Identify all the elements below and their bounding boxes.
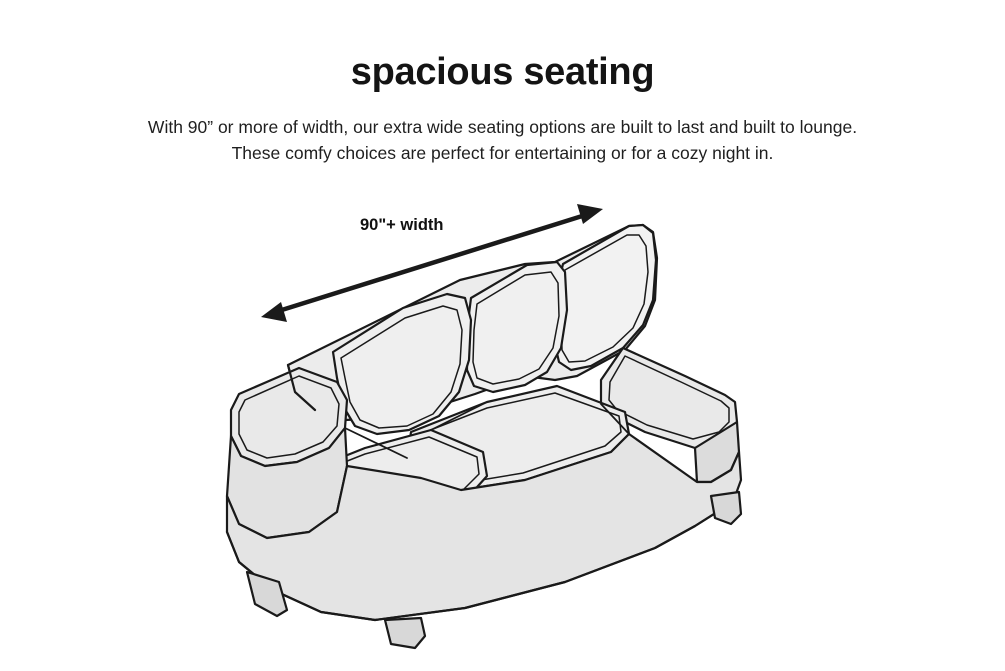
arrow-head-right-icon: [577, 204, 603, 224]
page-title: spacious seating: [350, 51, 655, 93]
dimension-label: 90"+ width: [360, 216, 444, 234]
subcopy-line-2: These comfy choices are perfect for entertaining or for a cozy night in.: [231, 143, 774, 164]
leg-front-right: [385, 618, 425, 648]
sofa-line-drawing-svg: [225, 180, 785, 650]
back-cushion-left: [333, 294, 471, 434]
leg-back-right: [711, 492, 741, 524]
subcopy-line-1: With 90” or more of width, our extra wide seating options are built to last and built to lounge.: [147, 117, 858, 137]
sofa-illustration: [225, 180, 785, 650]
arrow-head-left-icon: [261, 302, 287, 322]
page-subcopy: [0, 114, 1005, 167]
